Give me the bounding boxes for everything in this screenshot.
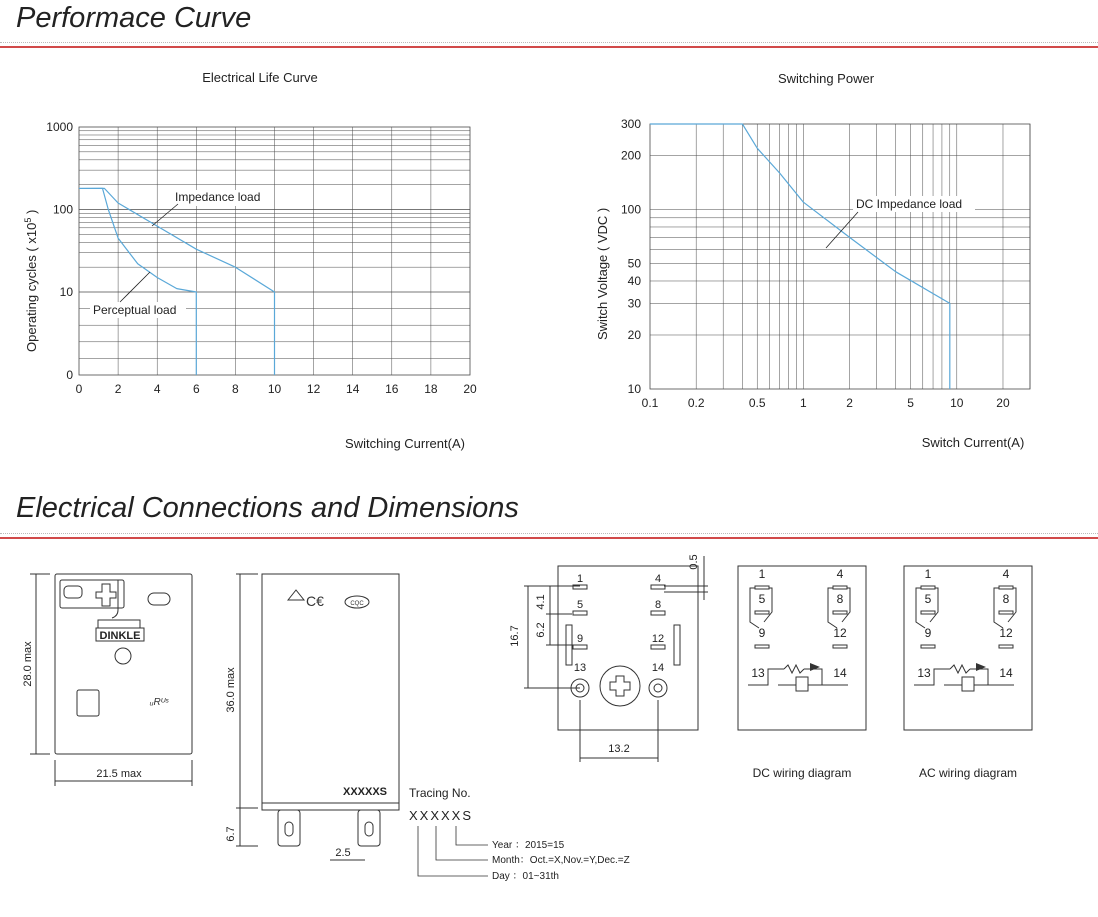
- y-axis-label: Operating cycles ( $x10^5$ ): [23, 209, 39, 352]
- pin-label-14: 14: [833, 666, 847, 680]
- legend-perceptual-load: Perceptual load: [93, 303, 177, 317]
- electrical-life-chart: [23, 70, 477, 451]
- diode-icon: [810, 663, 820, 671]
- contact: [921, 586, 935, 589]
- pin-label-8: 8: [654, 599, 662, 611]
- dim-height: 28.0 max: [22, 641, 34, 687]
- dim-side-height: 36.0 max: [225, 667, 237, 713]
- x-tick-label: 14: [346, 382, 360, 396]
- dim-16-7: 16.7: [509, 625, 521, 647]
- x-tick-label: 4: [153, 382, 161, 396]
- x-axis-label: Switching Current(A): [345, 436, 465, 451]
- dim-width: 21.5 max: [96, 768, 142, 780]
- x-tick-label: 0.5: [748, 396, 766, 410]
- contact: [999, 645, 1013, 648]
- pin-label-1: 1: [924, 567, 932, 581]
- ce-mark-icon: C€: [306, 593, 324, 609]
- switching-power-chart: [595, 71, 1030, 450]
- x-tick-label: 0.2: [687, 396, 705, 410]
- plot-frame: [650, 124, 1030, 389]
- dim-4-1: 4.1: [535, 594, 547, 610]
- pin-label-9: 9: [758, 626, 766, 640]
- series-line-0: [650, 124, 950, 389]
- x-tick-label: 16: [385, 382, 399, 396]
- pin-contact: [651, 611, 665, 615]
- y-tick-label: 300: [620, 117, 641, 131]
- x-tick-label: 2: [114, 382, 122, 396]
- x-tick-label: 0: [75, 382, 83, 396]
- x-tick-label: 20: [463, 382, 477, 396]
- pin-label-1: 1: [758, 567, 766, 581]
- x-tick-label: 20: [996, 396, 1010, 410]
- pin-label-4: 4: [654, 573, 662, 585]
- y-tick-label: 30: [627, 296, 641, 311]
- side-label: XXXXXS: [342, 786, 388, 798]
- y-tick-label: 10: [627, 382, 641, 396]
- dim-pin-width: 2.5: [335, 847, 351, 859]
- switch-arm: [994, 588, 1003, 628]
- dc-wiring-diagram: [738, 566, 866, 730]
- legend-impedance-load: Impedance load: [175, 190, 261, 204]
- dc-wiring-label: DC wiring diagram: [752, 766, 852, 780]
- pin-label-4: 4: [1002, 567, 1010, 581]
- legend-dc-impedance-load: DC Impedance load: [856, 197, 963, 211]
- section-title-connections: Electrical Connections and Dimensions: [16, 492, 519, 524]
- tracing-code: XXXXXS: [409, 808, 474, 823]
- contact: [833, 611, 847, 614]
- pin-label-12: 12: [833, 626, 847, 640]
- series-line-1: [79, 188, 196, 375]
- x-tick-label: 10: [267, 382, 282, 396]
- contact: [755, 611, 769, 614]
- pin-layout: [524, 556, 708, 762]
- pin-label-9: 9: [924, 626, 932, 640]
- x-tick-label: 10: [950, 396, 964, 410]
- ac-wiring-diagram: [904, 566, 1032, 730]
- pin-label-5: 5: [576, 599, 584, 611]
- ul-mark-icon: ᵤRᵁˢ: [150, 697, 169, 708]
- contact: [999, 586, 1013, 589]
- pin-label-5: 5: [758, 592, 766, 606]
- dim-6-2: 6.2: [535, 622, 547, 638]
- resistor-icon: [784, 665, 804, 673]
- diode-icon: [976, 663, 986, 671]
- tracing-leaders: [418, 826, 488, 876]
- contact: [921, 645, 935, 648]
- relay-side-view: [236, 574, 399, 860]
- x-tick-label: 0.1: [641, 396, 659, 410]
- brand-label: DINKLE: [99, 630, 141, 642]
- section-title-performance: Performace Curve: [16, 2, 252, 34]
- x-tick-label: 6: [192, 382, 200, 396]
- switch-arm: [750, 588, 759, 628]
- dim-13-2: 13.2: [608, 743, 630, 755]
- contact: [755, 586, 769, 589]
- pin-label-9: 9: [576, 633, 584, 645]
- contact: [833, 645, 847, 648]
- tracing-title: Tracing No.: [409, 786, 471, 800]
- pin-contact: [573, 645, 587, 649]
- y-tick-label: 100: [52, 202, 73, 217]
- dim-0-5: 0.5: [688, 554, 700, 570]
- dim-pin-length: 6.7: [225, 826, 237, 842]
- tracing-year: Year ：2015=15: [492, 840, 565, 851]
- pin-label-13: 13: [917, 666, 931, 680]
- chart-title: Electrical Life Curve: [202, 70, 318, 85]
- coil: [796, 677, 808, 691]
- x-tick-label: 1: [800, 396, 807, 410]
- pin-label-14: 14: [999, 666, 1013, 680]
- y-tick-label: 0: [66, 368, 73, 382]
- y-tick-label: 10: [59, 285, 73, 299]
- ac-wiring-label: AC wiring diagram: [918, 766, 1018, 780]
- pin-contact: [573, 611, 587, 615]
- y-tick-label: 200: [620, 148, 641, 163]
- pin-label-1: 1: [576, 573, 584, 585]
- coil: [962, 677, 974, 691]
- pin-label-14: 14: [651, 662, 665, 674]
- pin-label-5: 5: [924, 592, 932, 606]
- contact: [755, 645, 769, 648]
- pin-contact: [651, 645, 665, 649]
- pin-contact: [651, 585, 665, 589]
- x-tick-label: 2: [846, 396, 853, 410]
- switch-arm: [916, 588, 925, 628]
- x-tick-label: 18: [424, 382, 438, 396]
- contact: [999, 611, 1013, 614]
- x-tick-label: 5: [907, 396, 914, 410]
- x-tick-label: 8: [232, 382, 239, 396]
- contact: [921, 611, 935, 614]
- y-tick-label: 100: [620, 202, 641, 217]
- pin-label-4: 4: [836, 567, 844, 581]
- y-tick-label: 20: [627, 327, 641, 342]
- resistor-icon: [950, 665, 970, 673]
- x-tick-label: 12: [306, 382, 321, 396]
- pin-label-12: 12: [651, 633, 665, 645]
- cqc-mark-icon: CQC: [350, 601, 364, 607]
- series-line-0: [79, 188, 275, 375]
- y-tick-label: 40: [627, 273, 641, 288]
- tracing-day: Day ：01~31th: [492, 871, 559, 882]
- relay-top-view: [30, 574, 192, 786]
- y-tick-label: 50: [627, 256, 641, 271]
- switch-arm: [828, 588, 837, 628]
- tracing-month: Month：Oct.=X,Nov.=Y,Dec.=Z: [492, 855, 630, 866]
- chart-title: Switching Power: [777, 71, 875, 86]
- pin-label-12: 12: [999, 626, 1013, 640]
- contact: [833, 586, 847, 589]
- pin-label-8: 8: [1002, 592, 1010, 606]
- y-axis-label: Switch Voltage ( VDC ): [595, 207, 610, 340]
- y-tick-label: 1000: [46, 120, 73, 134]
- pin-label-8: 8: [836, 592, 844, 606]
- x-axis-label: Switch Current(A): [921, 435, 1025, 450]
- pin-label-13: 13: [573, 662, 587, 674]
- pin-label-13: 13: [751, 666, 765, 680]
